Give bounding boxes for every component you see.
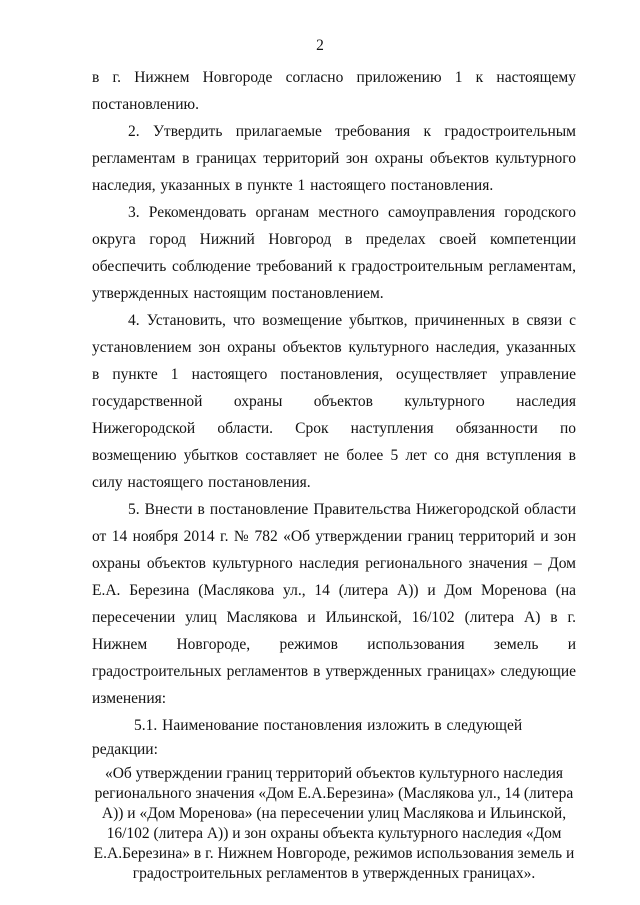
page-number: 2 [316,37,324,54]
paragraph-item-5: 5. Внести в постановление Правительства Нижегородской области от 14 ноября 2014 г. № 782 «Об утверждении границ территорий и зон охраны объектов культурного наследия регионального значения – Дом Е.А. Березина (Маслякова ул., 14 (литера А)) и Дом Моренова (на пересечении улиц Маслякова и Ильинской, 16/102 (литера А) в г. Нижнем Новгороде, режимов использования земель и градостроительных регламентов в утвержденных границах» следующие изменения: [92,501,576,707]
paragraph-item-5-1: 5.1. Наименование постановления изложить в следующей редакции: [92,717,523,758]
paragraph-item-3: 3. Рекомендовать органам местного самоуправления городского округа город Нижний Новгород в пределах своей компетенции обеспечить соблюдение требований к градостроительным регламентам, утвержденных настоящим постановлением. [92,204,576,302]
paragraph-continuation: в г. Нижнем Новгороде согласно приложению 1 к настоящему постановлению. [92,69,576,113]
document-body [92,64,576,884]
quoted-title: «Об утверждении границ территорий объектов культурного наследия регионального значения «Дом Е.А.Березина» (Маслякова ул., 14 (литера А)) и «Дом Моренова» (на пересечении улиц Маслякова и Ильинской, 16/102 (литера А)) и зон охраны объекта культурного наследия «Дом Е.А.Березина» в г. Нижнем Новгороде, режимов использования земель и градостроительных регламентов в утвержденных границах». [93,765,575,882]
paragraph-item-4: 4. Установить, что возмещение убытков, причиненных в связи с установлением зон охраны объектов культурного наследия, указанных в пункте 1 настоящего постановления, осуществляет управление государственной охраны объектов культурного наследия Нижегородской области. Срок наступления обязанности по возмещению убытков составляет не более 5 лет со дня вступления в силу настоящего постановления. [92,312,576,491]
paragraph-item-2: 2. Утвердить прилагаемые требования к градостроительным регламентам в границах территорий зон охраны объектов культурного наследия, указанных в пункте 1 настоящего постановления. [92,123,576,194]
